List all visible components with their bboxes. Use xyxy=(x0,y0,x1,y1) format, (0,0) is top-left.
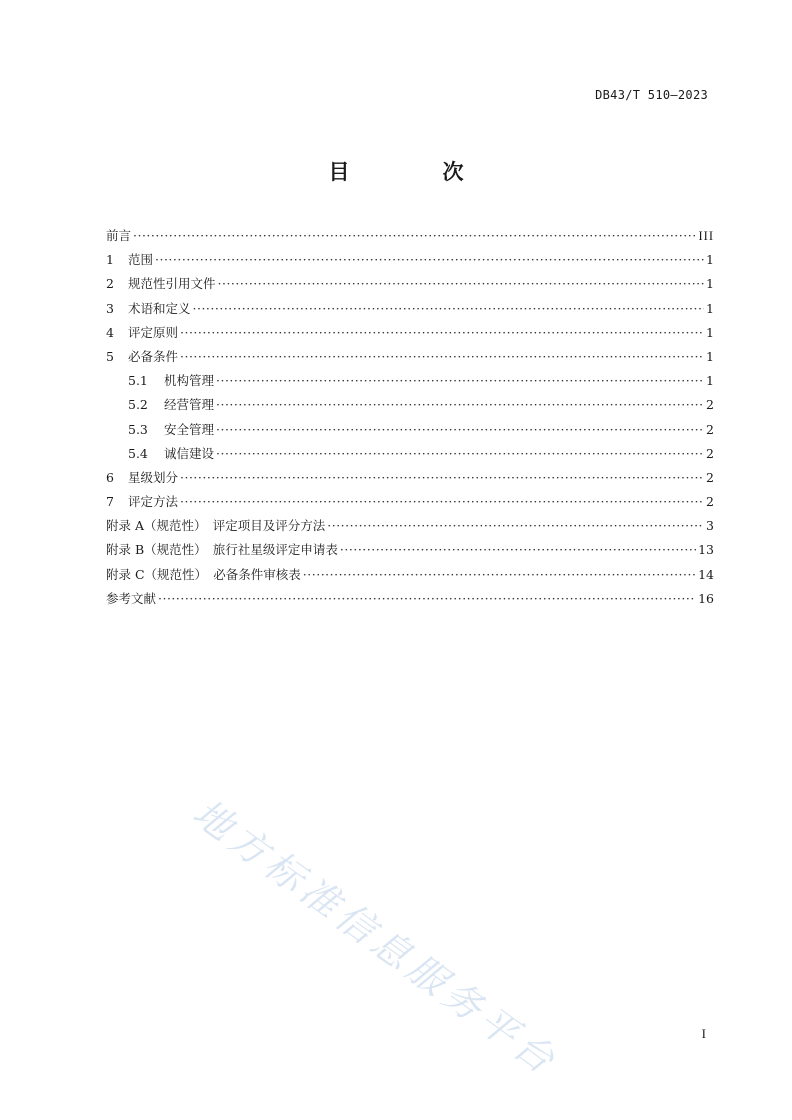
toc-entry-label: 规范性引用文件 xyxy=(128,276,216,292)
toc-entry-label: 安全管理 xyxy=(164,421,215,437)
toc-entry-number: 5.4 xyxy=(128,445,148,461)
toc-entry-number: 5.2 xyxy=(128,397,148,413)
toc-entry-number: 3 xyxy=(106,300,114,316)
toc-dot-leader xyxy=(180,490,704,514)
toc-entry-label: 附录 B（规范性） 旅行社星级评定申请表 xyxy=(106,542,338,558)
toc-entry[interactable] xyxy=(106,538,714,562)
toc-entry-label: 评定原则 xyxy=(128,324,179,340)
toc-entry-number: 6 xyxy=(106,469,114,485)
toc-entry-page: 2 xyxy=(706,494,714,510)
page-number: I xyxy=(701,1026,706,1041)
toc-entry-page: 1 xyxy=(706,348,714,364)
toc-dot-leader xyxy=(193,297,704,321)
table-of-contents xyxy=(106,224,714,611)
toc-entry[interactable] xyxy=(106,442,714,466)
toc-entry-number: 1 xyxy=(106,252,114,268)
toc-entry-label: 评定方法 xyxy=(128,494,179,510)
toc-entry[interactable] xyxy=(106,321,714,345)
toc-entry-label: 附录 C（规范性） 必备条件审核表 xyxy=(106,566,301,582)
toc-entry[interactable] xyxy=(106,272,714,296)
toc-dot-leader xyxy=(155,248,704,272)
watermark: 地方标准信息服务平台 xyxy=(185,790,567,1085)
toc-entry[interactable] xyxy=(106,369,714,393)
toc-entry-number: 5.3 xyxy=(128,421,148,437)
toc-entry[interactable] xyxy=(106,563,714,587)
toc-entry[interactable] xyxy=(106,514,714,538)
toc-entry-page: 2 xyxy=(706,421,714,437)
toc-entry-number: 5 xyxy=(106,348,114,364)
toc-entry[interactable] xyxy=(106,587,714,611)
toc-entry-label: 经营管理 xyxy=(164,397,215,413)
toc-entry-page: 3 xyxy=(706,518,714,534)
toc-dot-leader xyxy=(180,466,704,490)
toc-dot-leader xyxy=(303,563,696,587)
toc-entry-page: 2 xyxy=(706,445,714,461)
toc-dot-leader xyxy=(216,442,704,466)
toc-entry[interactable] xyxy=(106,248,714,272)
toc-entry[interactable] xyxy=(106,224,714,248)
toc-entry-page: 16 xyxy=(698,590,714,606)
toc-entry-page: 1 xyxy=(706,252,714,268)
toc-entry-page: III xyxy=(698,229,714,243)
toc-dot-leader xyxy=(180,345,704,369)
toc-entry-label: 机构管理 xyxy=(164,373,215,389)
toc-entry-label: 参考文献 xyxy=(106,590,157,606)
toc-entry-label: 前言 xyxy=(106,228,132,243)
toc-entry[interactable] xyxy=(106,466,714,490)
toc-dot-leader xyxy=(327,514,704,538)
toc-entry-label: 范围 xyxy=(128,252,154,268)
toc-entry-number: 2 xyxy=(106,276,114,292)
toc-entry-number: 4 xyxy=(106,324,114,340)
toc-dot-leader xyxy=(216,418,704,442)
toc-dot-leader xyxy=(216,393,704,417)
toc-dot-leader xyxy=(180,321,704,345)
toc-entry-label: 必备条件 xyxy=(128,348,179,364)
toc-entry-page: 1 xyxy=(706,324,714,340)
toc-entry-page: 1 xyxy=(706,300,714,316)
toc-entry[interactable] xyxy=(106,345,714,369)
toc-entry-page: 13 xyxy=(698,542,714,558)
toc-entry-label: 诚信建设 xyxy=(164,445,215,461)
toc-entry[interactable] xyxy=(106,418,714,442)
toc-entry[interactable] xyxy=(106,490,714,514)
page-title: 目 次 xyxy=(328,160,500,184)
document-code: DB43/T 510—2023 xyxy=(595,88,708,102)
toc-entry-label: 术语和定义 xyxy=(128,300,191,316)
toc-entry-page: 1 xyxy=(706,373,714,389)
toc-dot-leader xyxy=(133,224,696,248)
toc-entry-page: 2 xyxy=(706,397,714,413)
toc-dot-leader xyxy=(218,272,704,296)
toc-entry[interactable] xyxy=(106,297,714,321)
toc-dot-leader xyxy=(216,369,704,393)
toc-entry[interactable] xyxy=(106,393,714,417)
toc-entry-page: 1 xyxy=(706,276,714,292)
toc-dot-leader xyxy=(340,538,696,562)
toc-dot-leader xyxy=(158,587,696,611)
toc-entry-page: 2 xyxy=(706,469,714,485)
toc-entry-number: 7 xyxy=(106,494,114,510)
toc-entry-label: 星级划分 xyxy=(128,469,179,485)
toc-entry-number: 5.1 xyxy=(128,373,148,389)
toc-entry-page: 14 xyxy=(698,566,714,582)
toc-entry-label: 附录 A（规范性） 评定项目及评分方法 xyxy=(106,518,326,534)
